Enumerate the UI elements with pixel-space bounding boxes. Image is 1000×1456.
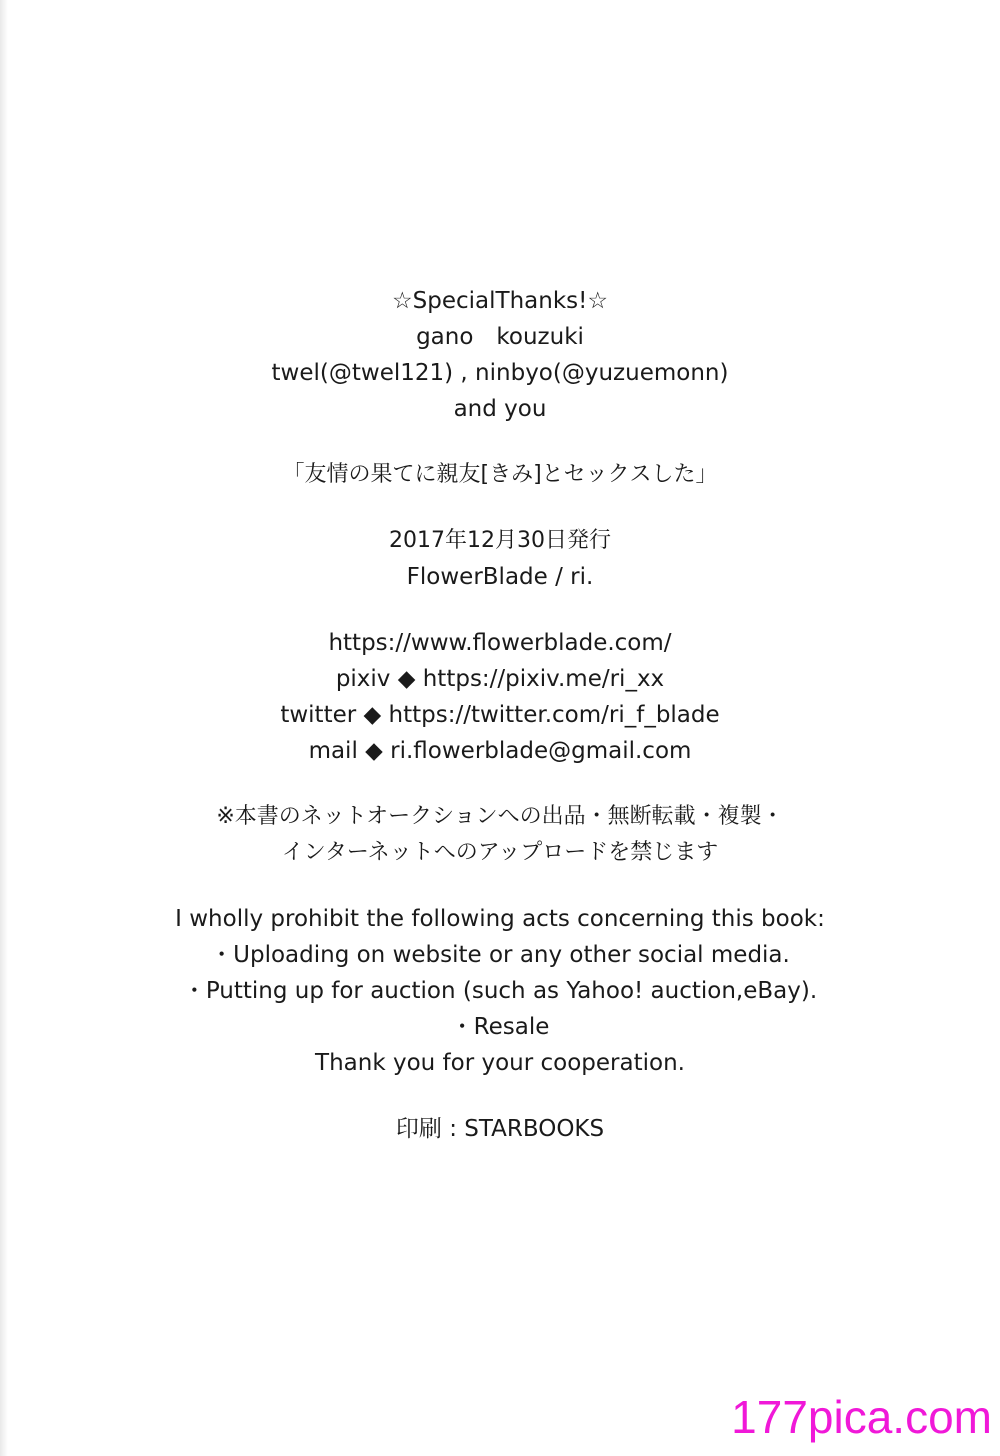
spacer <box>0 595 1000 625</box>
notice-en-line-3: ・Putting up for auction (such as Yahoo! auction,eBay). <box>182 978 818 1004</box>
special-thanks-heading: ☆SpecialThanks!☆ <box>392 288 608 314</box>
colophon <box>0 283 1000 1147</box>
twitter-link[interactable]: twitter ◆ https://twitter.com/ri_f_blade <box>280 702 720 728</box>
spacer <box>0 493 1000 523</box>
printer-credit: 印刷 : STARBOOKS <box>395 1116 605 1142</box>
thanks-names-line-3: and you <box>453 396 547 422</box>
notice-en-line-4: ・Resale <box>450 1014 550 1040</box>
publication-date: 2017年12月30日発行 <box>389 528 611 553</box>
notice-ja-line-2: インターネットへのアップロードを禁じます <box>281 840 719 865</box>
pixiv-link[interactable]: pixiv ◆ https://pixiv.me/ri_xx <box>335 666 665 692</box>
notice-en-line-2: ・Uploading on website or any other social media. <box>210 942 790 968</box>
spacer <box>0 871 1000 901</box>
spacer <box>0 427 1000 457</box>
notice-ja-line-1: ※本書のネットオークションへの出品・無断転載・複製・ <box>216 804 784 829</box>
website-link[interactable]: https://www.flowerblade.com/ <box>328 630 672 656</box>
circle-name: FlowerBlade / ri. <box>406 564 594 590</box>
notice-en-line-1: I wholly prohibit the following acts concerning this book: <box>175 906 825 932</box>
notice-en-line-5: Thank you for your cooperation. <box>315 1050 685 1076</box>
mail-link[interactable]: mail ◆ ri.flowerblade@gmail.com <box>308 738 692 764</box>
thanks-names-line-2: twel(@twel121) , ninbyo(@yuzuemonn) <box>271 360 729 386</box>
book-title: 「友情の果てに親友[きみ]とセックスした」 <box>282 462 718 487</box>
thanks-names-line-1: gano kouzuki <box>416 324 584 350</box>
site-watermark: 177pica.com <box>731 1391 992 1443</box>
spacer <box>0 1081 1000 1111</box>
spacer <box>0 769 1000 799</box>
